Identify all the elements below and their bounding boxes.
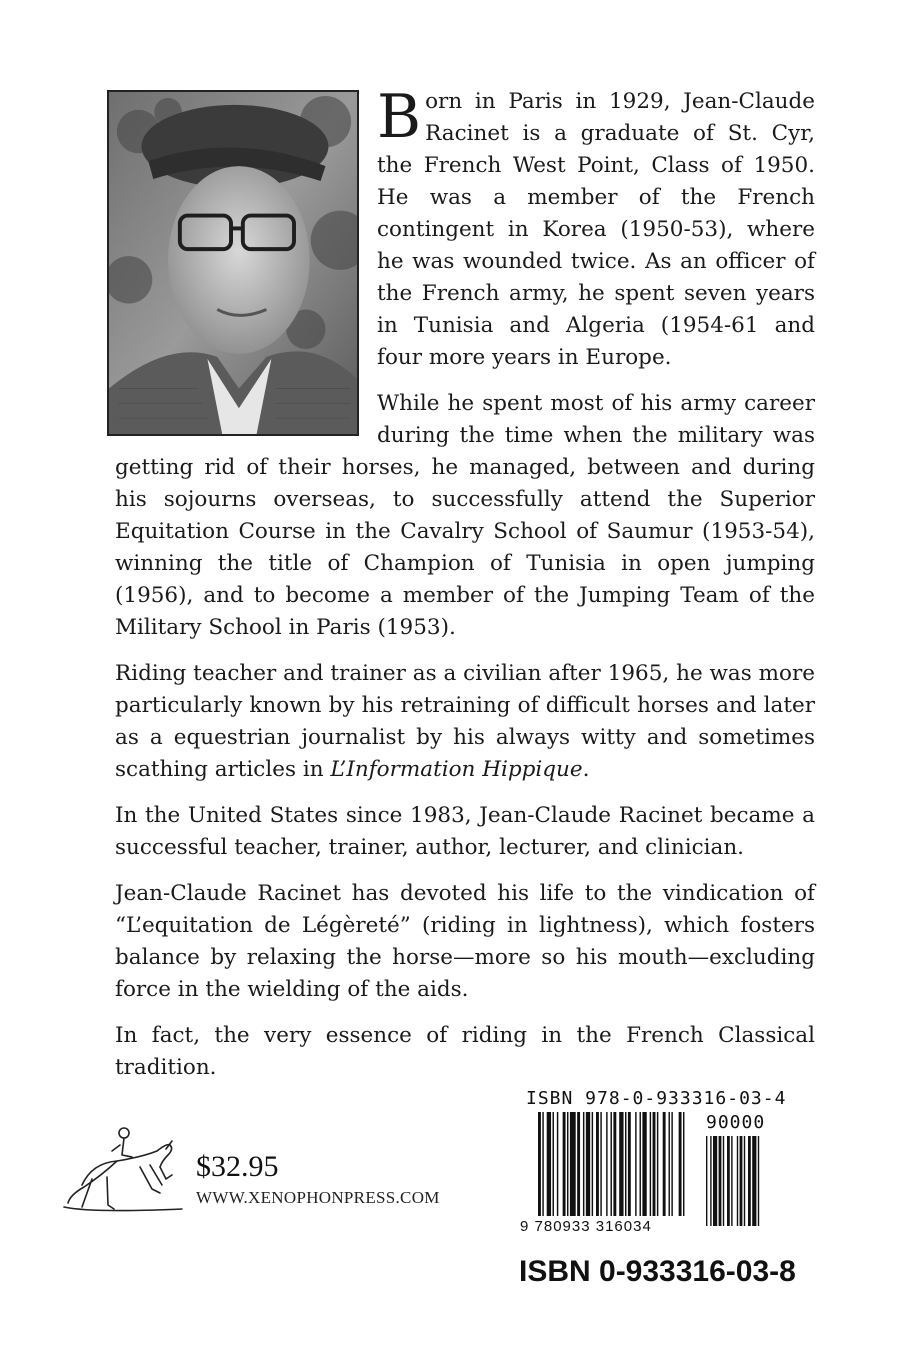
addon-barcode-bar (719, 1136, 722, 1226)
barcode-bar (592, 1112, 593, 1216)
addon-barcode-bar (727, 1136, 730, 1226)
barcode-bar (611, 1112, 612, 1216)
addon-barcode-bar (748, 1136, 751, 1226)
barcode-bar (640, 1112, 641, 1216)
bio-paragraph-4: In the United States since 1983, Jean-Claude Racinet became a successful teacher, trainer, author, lecturer, and clinician. (115, 803, 815, 860)
price-label: $32.95 (196, 1150, 279, 1183)
bio-paragraph-1-text: orn in Paris in 1929, Jean-Claude Racinet is a graduate of St. Cyr, the French West Point, Class of 1950. He was a member of the French contingent in Korea (1950-53), where he was wounded twice. As an officer of the French army, he spent seven years in Tunisia and Algeria (1954-61 and four more years in Europe. (377, 89, 815, 370)
publisher-website-link[interactable]: WWW.XENOPHONPRESS.COM (196, 1188, 440, 1207)
barcode-bar (653, 1112, 656, 1216)
addon-barcode-bar (737, 1136, 738, 1226)
barcode-bar (553, 1112, 554, 1216)
barcode-bar (557, 1112, 558, 1216)
barcode-digits: 9 780933 316034 (520, 1218, 652, 1235)
addon-barcode-bar (752, 1136, 756, 1226)
barcode-bar (642, 1112, 646, 1216)
bio-paragraph-5: Jean-Claude Racinet has devoted his life to the vindication of “L’equitation de Légèreté” (riding in lightness), which fosters balance by relaxing the horse—more so his mouth—excluding force in the wielding of the aids. (115, 881, 815, 1002)
addon-barcode-bar (723, 1136, 724, 1226)
barcode-bar (669, 1112, 670, 1216)
barcode-bar (596, 1112, 599, 1216)
barcode-bar (683, 1112, 684, 1216)
addon-barcode-bar (710, 1136, 711, 1226)
barcode-bar (586, 1112, 590, 1216)
barcode-bar (563, 1112, 566, 1216)
barcode-addon-number: 90000 (706, 1112, 766, 1133)
bio-paragraph-2: While he spent most of his army career during the time when the military was getting rid of their horses, he managed, between and during his sojourns overseas, to successfully attend the Superior Equitation Course in the Cavalry School of Saumur (1953-54), winning the title of Champion of Tunisia in open jumping (1956), and to become a member of the Jumping Team of the Military School in Paris (1953). (115, 391, 815, 640)
barcode-bar (625, 1112, 626, 1216)
addon-barcode-bar (706, 1136, 707, 1226)
barcode-bar (635, 1112, 636, 1216)
barcode-bar (606, 1112, 607, 1216)
addon-barcode-bar (744, 1136, 745, 1226)
barcode-bar (542, 1112, 543, 1216)
bio-paragraph-3-text: Riding teacher and trainer as a civilian after 1965, he was more particularly known by his retraining of difficult horses and later as a equestrian journalist by his always witty and sometimes scathing articles in (115, 661, 815, 782)
barcode-bar (583, 1112, 584, 1216)
barcode-bar (650, 1112, 651, 1216)
bio-paragraph-3-end: . (582, 757, 590, 782)
barcode-bar (657, 1112, 658, 1216)
barcode-bar (570, 1112, 576, 1216)
addon-barcode-bar (731, 1136, 732, 1226)
addon-barcode-bar (758, 1136, 759, 1226)
publisher-horse-logo-icon (62, 1115, 192, 1215)
addon-barcode-bar (740, 1136, 743, 1226)
addon-barcode-bar (713, 1136, 717, 1226)
bio-paragraph-6: In fact, the very essence of riding in the French Classical tradition. (115, 1023, 815, 1080)
isbn10-label: ISBN 0-933316-03-8 (519, 1255, 796, 1288)
barcode-bar (628, 1112, 631, 1216)
publication-title: L’Information Hippique (330, 757, 583, 782)
drop-cap: B (377, 82, 422, 152)
barcode-bar (538, 1112, 541, 1216)
author-biography (115, 82, 815, 1098)
barcode-bar (613, 1112, 616, 1216)
barcode-bar (577, 1112, 580, 1216)
barcode-bar (663, 1112, 666, 1216)
barcode-bar (671, 1112, 672, 1216)
barcode-bar (679, 1112, 682, 1216)
isbn13-label: ISBN 978-0-933316-03-4 (526, 1088, 787, 1109)
barcode-bar (547, 1112, 551, 1216)
barcode-bar (619, 1112, 623, 1216)
bio-paragraph-3 (115, 658, 815, 786)
barcode-bar (567, 1112, 568, 1216)
barcode-bar (600, 1112, 601, 1216)
